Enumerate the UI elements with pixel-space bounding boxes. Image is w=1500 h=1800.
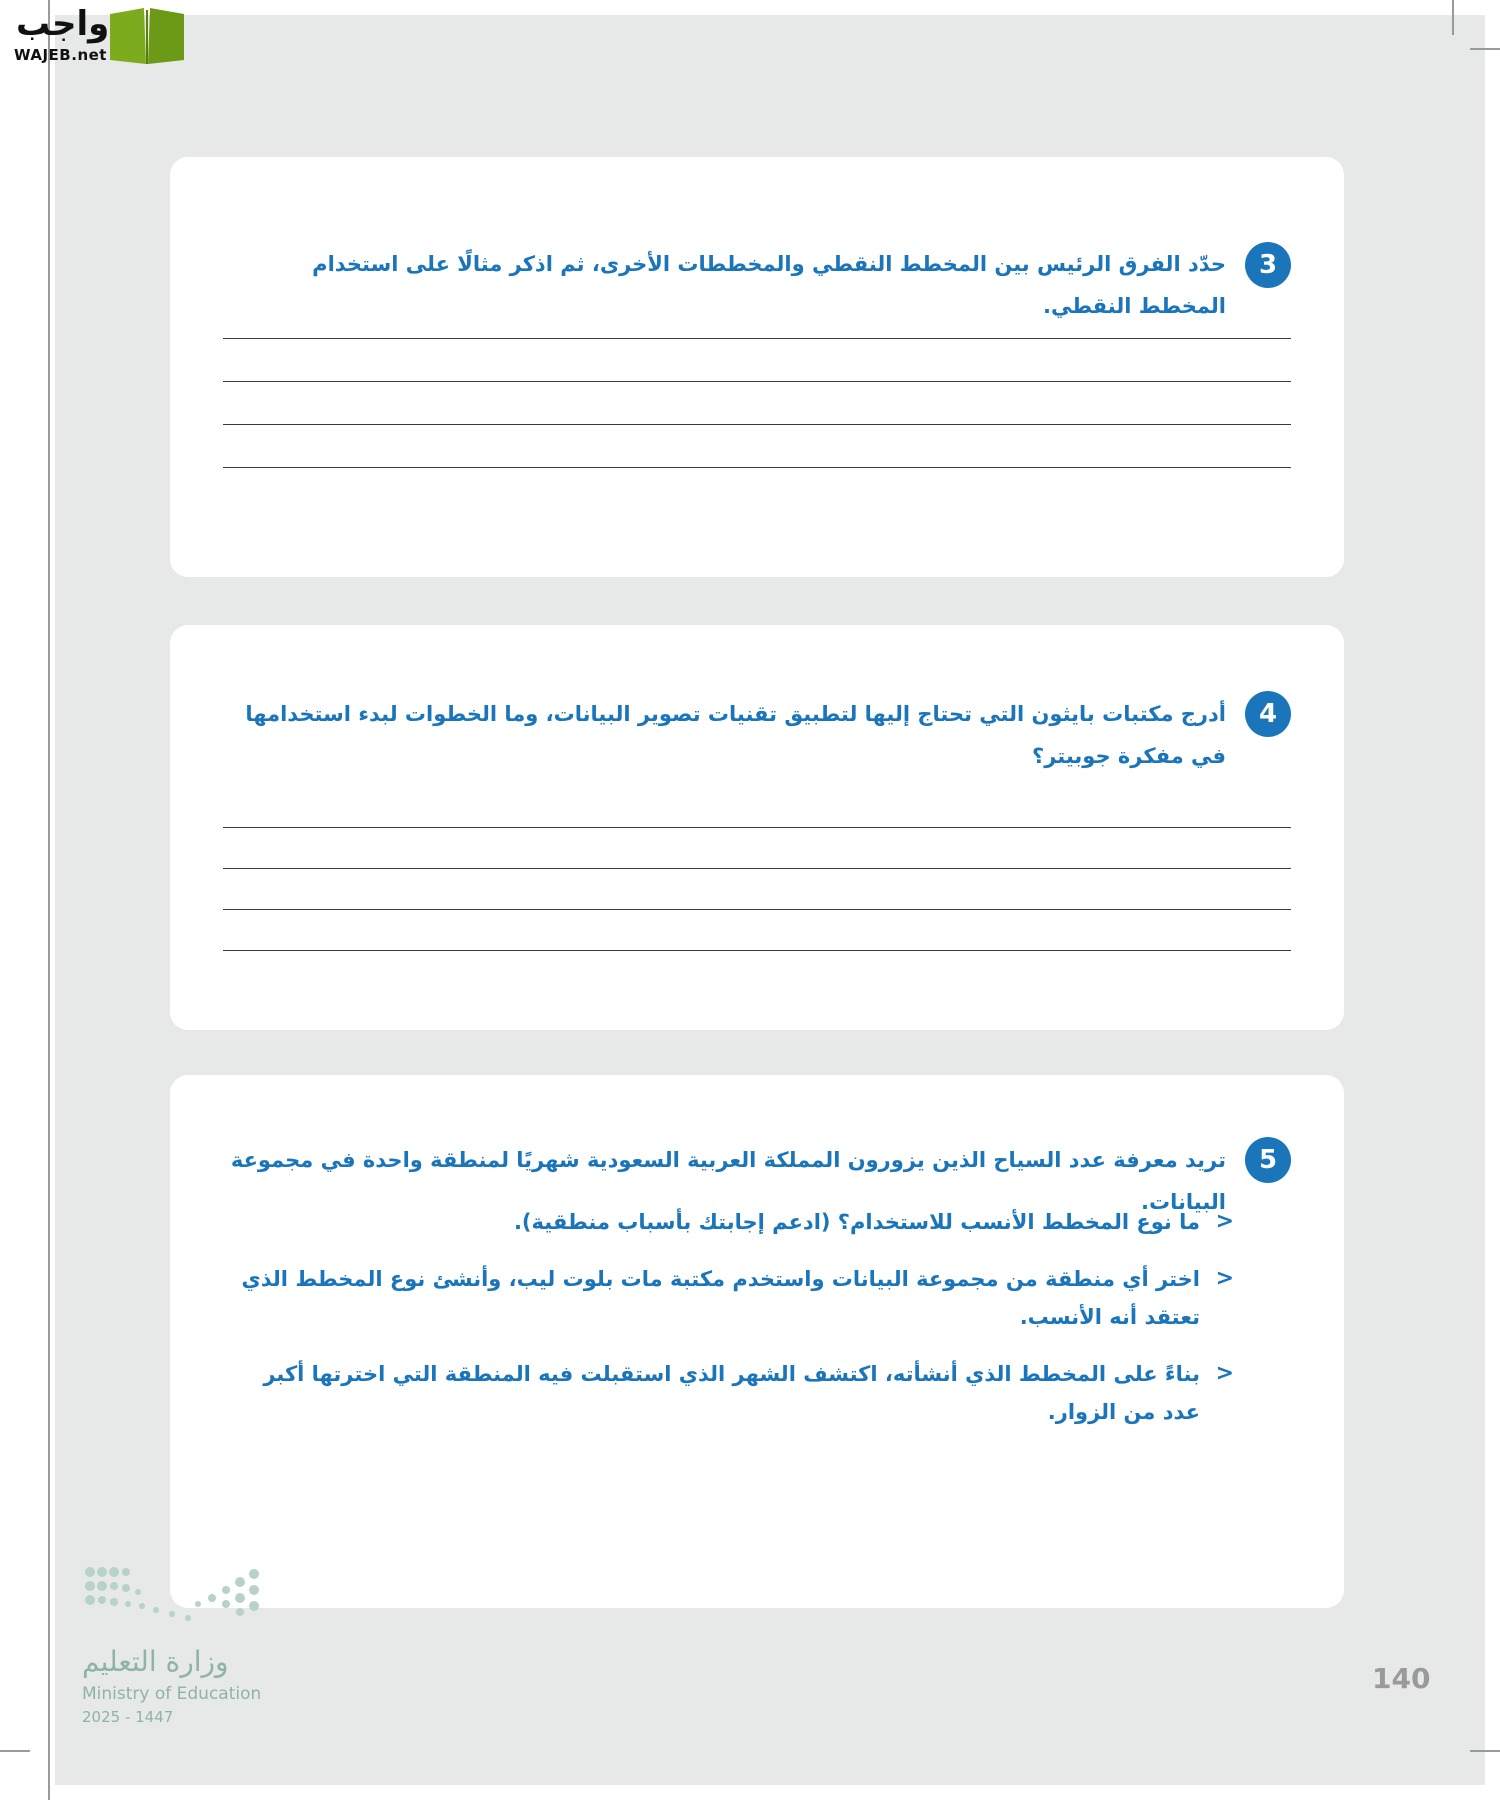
logo-arabic-text: واجب [16,4,110,44]
ministry-name-english: Ministry of Education [82,1684,262,1704]
question-number-badge: 5 [1245,1137,1291,1183]
chevron-icon: < [1215,1361,1234,1386]
ministry-logo [80,1560,280,1730]
ministry-year: 2025 - 1447 [82,1708,174,1726]
answer-line[interactable] [223,909,1291,910]
question-text: حدّد الفرق الرئيس بين المخطط النقطي والمخططات الأخرى، ثم اذكر مثالًا على استخدام المخطط النقطي. [312,252,1226,318]
bullet-text: ما نوع المخطط الأنسب للاستخدام؟ (ادعم إجابتك بأسباب منطقية). [513,1210,1200,1234]
list-item [222,1355,1234,1431]
chevron-icon: < [1215,1209,1234,1234]
answer-line[interactable] [223,868,1291,869]
answer-line[interactable] [223,827,1291,828]
question-text: تريد معرفة عدد السياح الذين يزورون المملكة العربية السعودية شهريًا لمنطقة واحدة في مجموعة البيانات. [230,1148,1226,1214]
answer-line[interactable] [223,467,1291,468]
chevron-icon: < [1215,1266,1234,1291]
question-card-5 [170,1075,1344,1608]
book-icon [106,6,188,66]
wajeb-logo[interactable] [10,4,190,68]
answer-line[interactable] [223,338,1291,339]
crop-mark [1452,0,1454,35]
page-margin [0,0,55,1800]
crop-mark [1470,1750,1500,1752]
bullet-text: اختر أي منطقة من مجموعة البيانات واستخدم مكتبة مات بلوت ليب، وأنشئ نوع المخطط الذي تعتقد أنه الأنسب. [241,1267,1200,1329]
crop-mark [0,1750,30,1752]
question-text: أدرج مكتبات بايثون التي تحتاج إليها لتطبيق تقنيات تصوير البيانات، وما الخطوات لبدء استخدامها في مفكرة جوبيتر؟ [245,702,1226,768]
logo-english-text: WAJEB.net [14,46,107,64]
crop-mark [1470,48,1500,50]
list-item [222,1260,1234,1336]
answer-line[interactable] [223,424,1291,425]
question-number-badge: 4 [1245,691,1291,737]
question-number-badge: 3 [1245,242,1291,288]
list-item [222,1203,1234,1241]
crop-mark [48,0,50,1800]
ministry-dots-icon [80,1560,270,1630]
answer-line[interactable] [223,950,1291,951]
question-card-4 [170,625,1344,1030]
bullet-text: بناءً على المخطط الذي أنشأته، اكتشف الشهر الذي استقبلت فيه المنطقة التي اخترتها أكبر عدد من الزوار. [263,1362,1200,1424]
question-card-3 [170,157,1344,577]
ministry-name-arabic: وزارة التعليم [82,1645,229,1678]
page-number: 140 [1372,1662,1431,1695]
answer-line[interactable] [223,381,1291,382]
